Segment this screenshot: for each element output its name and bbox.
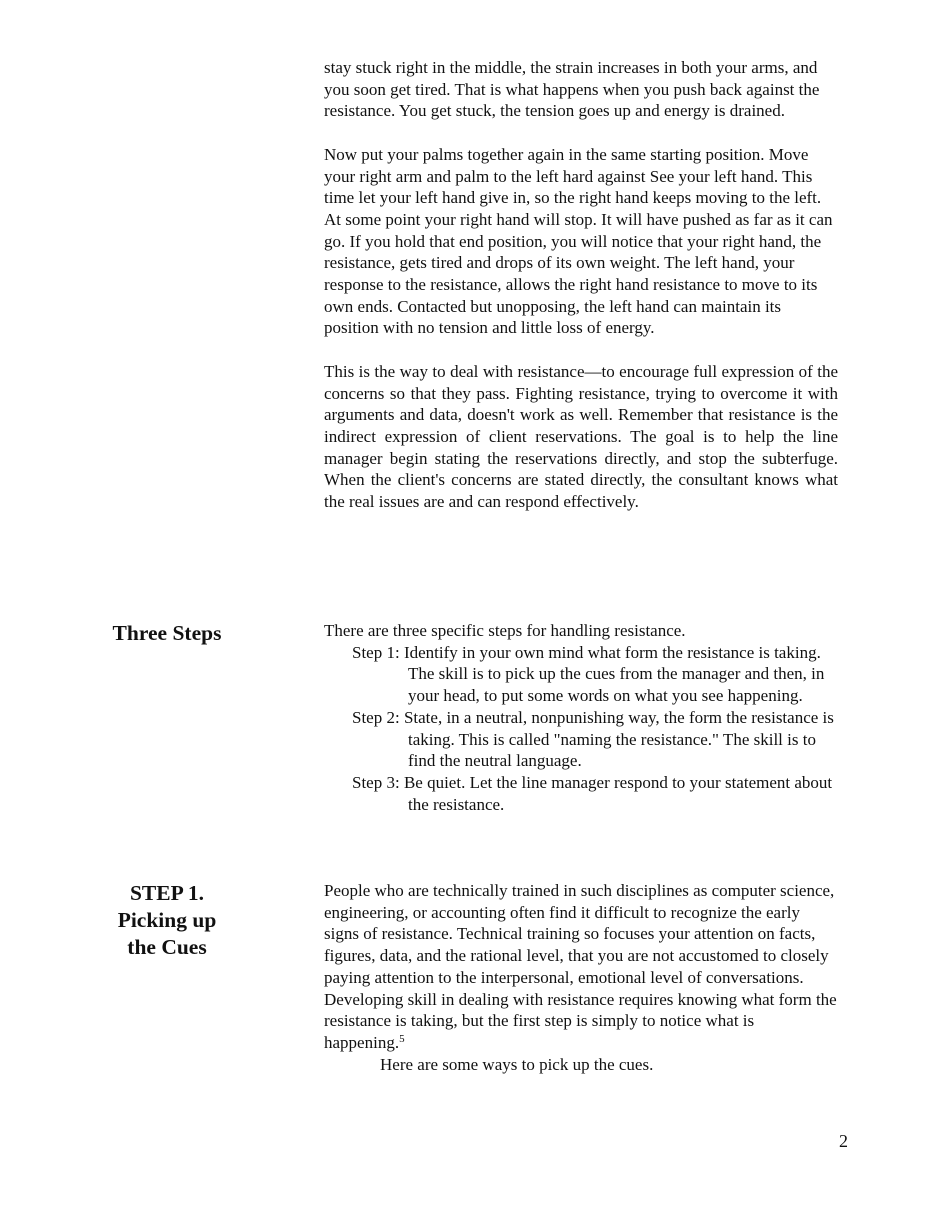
three-steps-intro: There are three specific steps for handling resistance.: [324, 621, 686, 640]
step-item-1: Step 1: Identify in your own mind what form the resistance is taking. The skill is to pick up the cues from the manager and then, in your head, to put some words on what you see happening.: [352, 642, 825, 706]
step1-section: [324, 880, 838, 1075]
step1-followup: Here are some ways to pick up the cues.: [380, 1054, 654, 1074]
paragraph-strain: stay stuck right in the middle, the strain increases in both your arms, and you soon get tired. That is what happens when you push back against the resistance. You get stuck, the tension goes up and energy is drained.: [324, 58, 820, 121]
step1-heading-line1: STEP 1.: [129, 881, 205, 905]
page-number: 2: [839, 1131, 848, 1151]
three-steps-section: [324, 620, 838, 815]
step1-paragraph: [324, 880, 838, 1054]
step-item-2: Step 2: State, in a neutral, nonpunishing way, the form the resistance is taking. This is called "naming the resistance." The skill is to find the neutral language.: [352, 707, 834, 771]
step1-heading-line2: Picking up: [117, 908, 217, 932]
steps-list: [324, 642, 838, 816]
paragraph-palms: Now put your palms together again in the same starting position. Move your right arm and palm to the left hard against See your left hand. This time let your left hand give in, so the right hand keeps moving to the left. At some point your right hand will stop. It will have pushed as far as it can go. If you hold that end position, you will notice that your right hand, the resistance, gets tired and drops of its own weight. The left hand, your response to the resistance, allows the right hand resistance to move to its own ends. Contacted but unopposing, the left hand can maintain its position with no tension and little loss of energy.: [324, 144, 833, 338]
paragraph-deal-with-resistance: This is the way to deal with resistance—to encourage full expression of the concerns so that they pass. Fighting resistance, trying to overcome it with arguments and data, doesn't work as well. Remember that resistance is the indirect expression of client reservations. The goal is to help the line manager begin stating the reservations directly, and stop the subterfuge. When the client's concerns are stated directly, the consultant knows what the real issues are and can respond effectively.: [324, 361, 838, 512]
step1-heading-line3: the Cues: [127, 935, 207, 959]
step-item-3: Step 3: Be quiet. Let the line manager respond to your statement about the resistance.: [352, 772, 833, 814]
section-heading-three-steps: Three Steps: [112, 621, 222, 645]
section-heading-step1: [92, 880, 242, 961]
footnote-reference: 5: [399, 1032, 405, 1045]
continuation-section: [324, 57, 838, 513]
step1-paragraph-text: People who are technically trained in such disciplines as computer science, engineering, or accounting often find it difficult to recognize the early signs of resistance. Technical training so focuses your attention on facts, figures, data, and the rational level, that you are not accustomed to closely paying attention to the interpersonal, emotional level of conversations. Developing skill in dealing with resistance requires knowing what form the resistance is taking, but the first step is simply to notice what is happening.: [324, 881, 837, 1052]
